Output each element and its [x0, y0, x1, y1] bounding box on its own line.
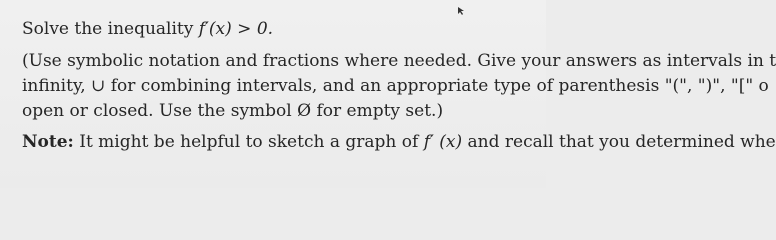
inequality-expression: f′(x) > 0.	[198, 19, 274, 39]
problem-statement	[22, 19, 273, 39]
instruction-line-3: open or closed. Use the symbol Ø for empty set.)	[22, 101, 444, 121]
note-line	[22, 132, 776, 152]
note-text-before: It might be helpful to sketch a graph of	[73, 132, 424, 152]
note-derivative: f′ (x)	[423, 132, 463, 152]
instruction-line-1: (Use symbolic notation and fractions where needed. Give your answers as intervals in t	[22, 51, 776, 71]
note-text-after: and recall that you determined whe	[462, 132, 776, 152]
instruction-line-2: infinity, ∪ for combining intervals, and an appropriate type of parenthesis "(", ")", "[" o	[22, 76, 769, 96]
mouse-cursor-icon	[457, 0, 465, 8]
note-label: Note:	[22, 132, 74, 152]
problem-prefix: Solve the inequality	[22, 19, 199, 39]
